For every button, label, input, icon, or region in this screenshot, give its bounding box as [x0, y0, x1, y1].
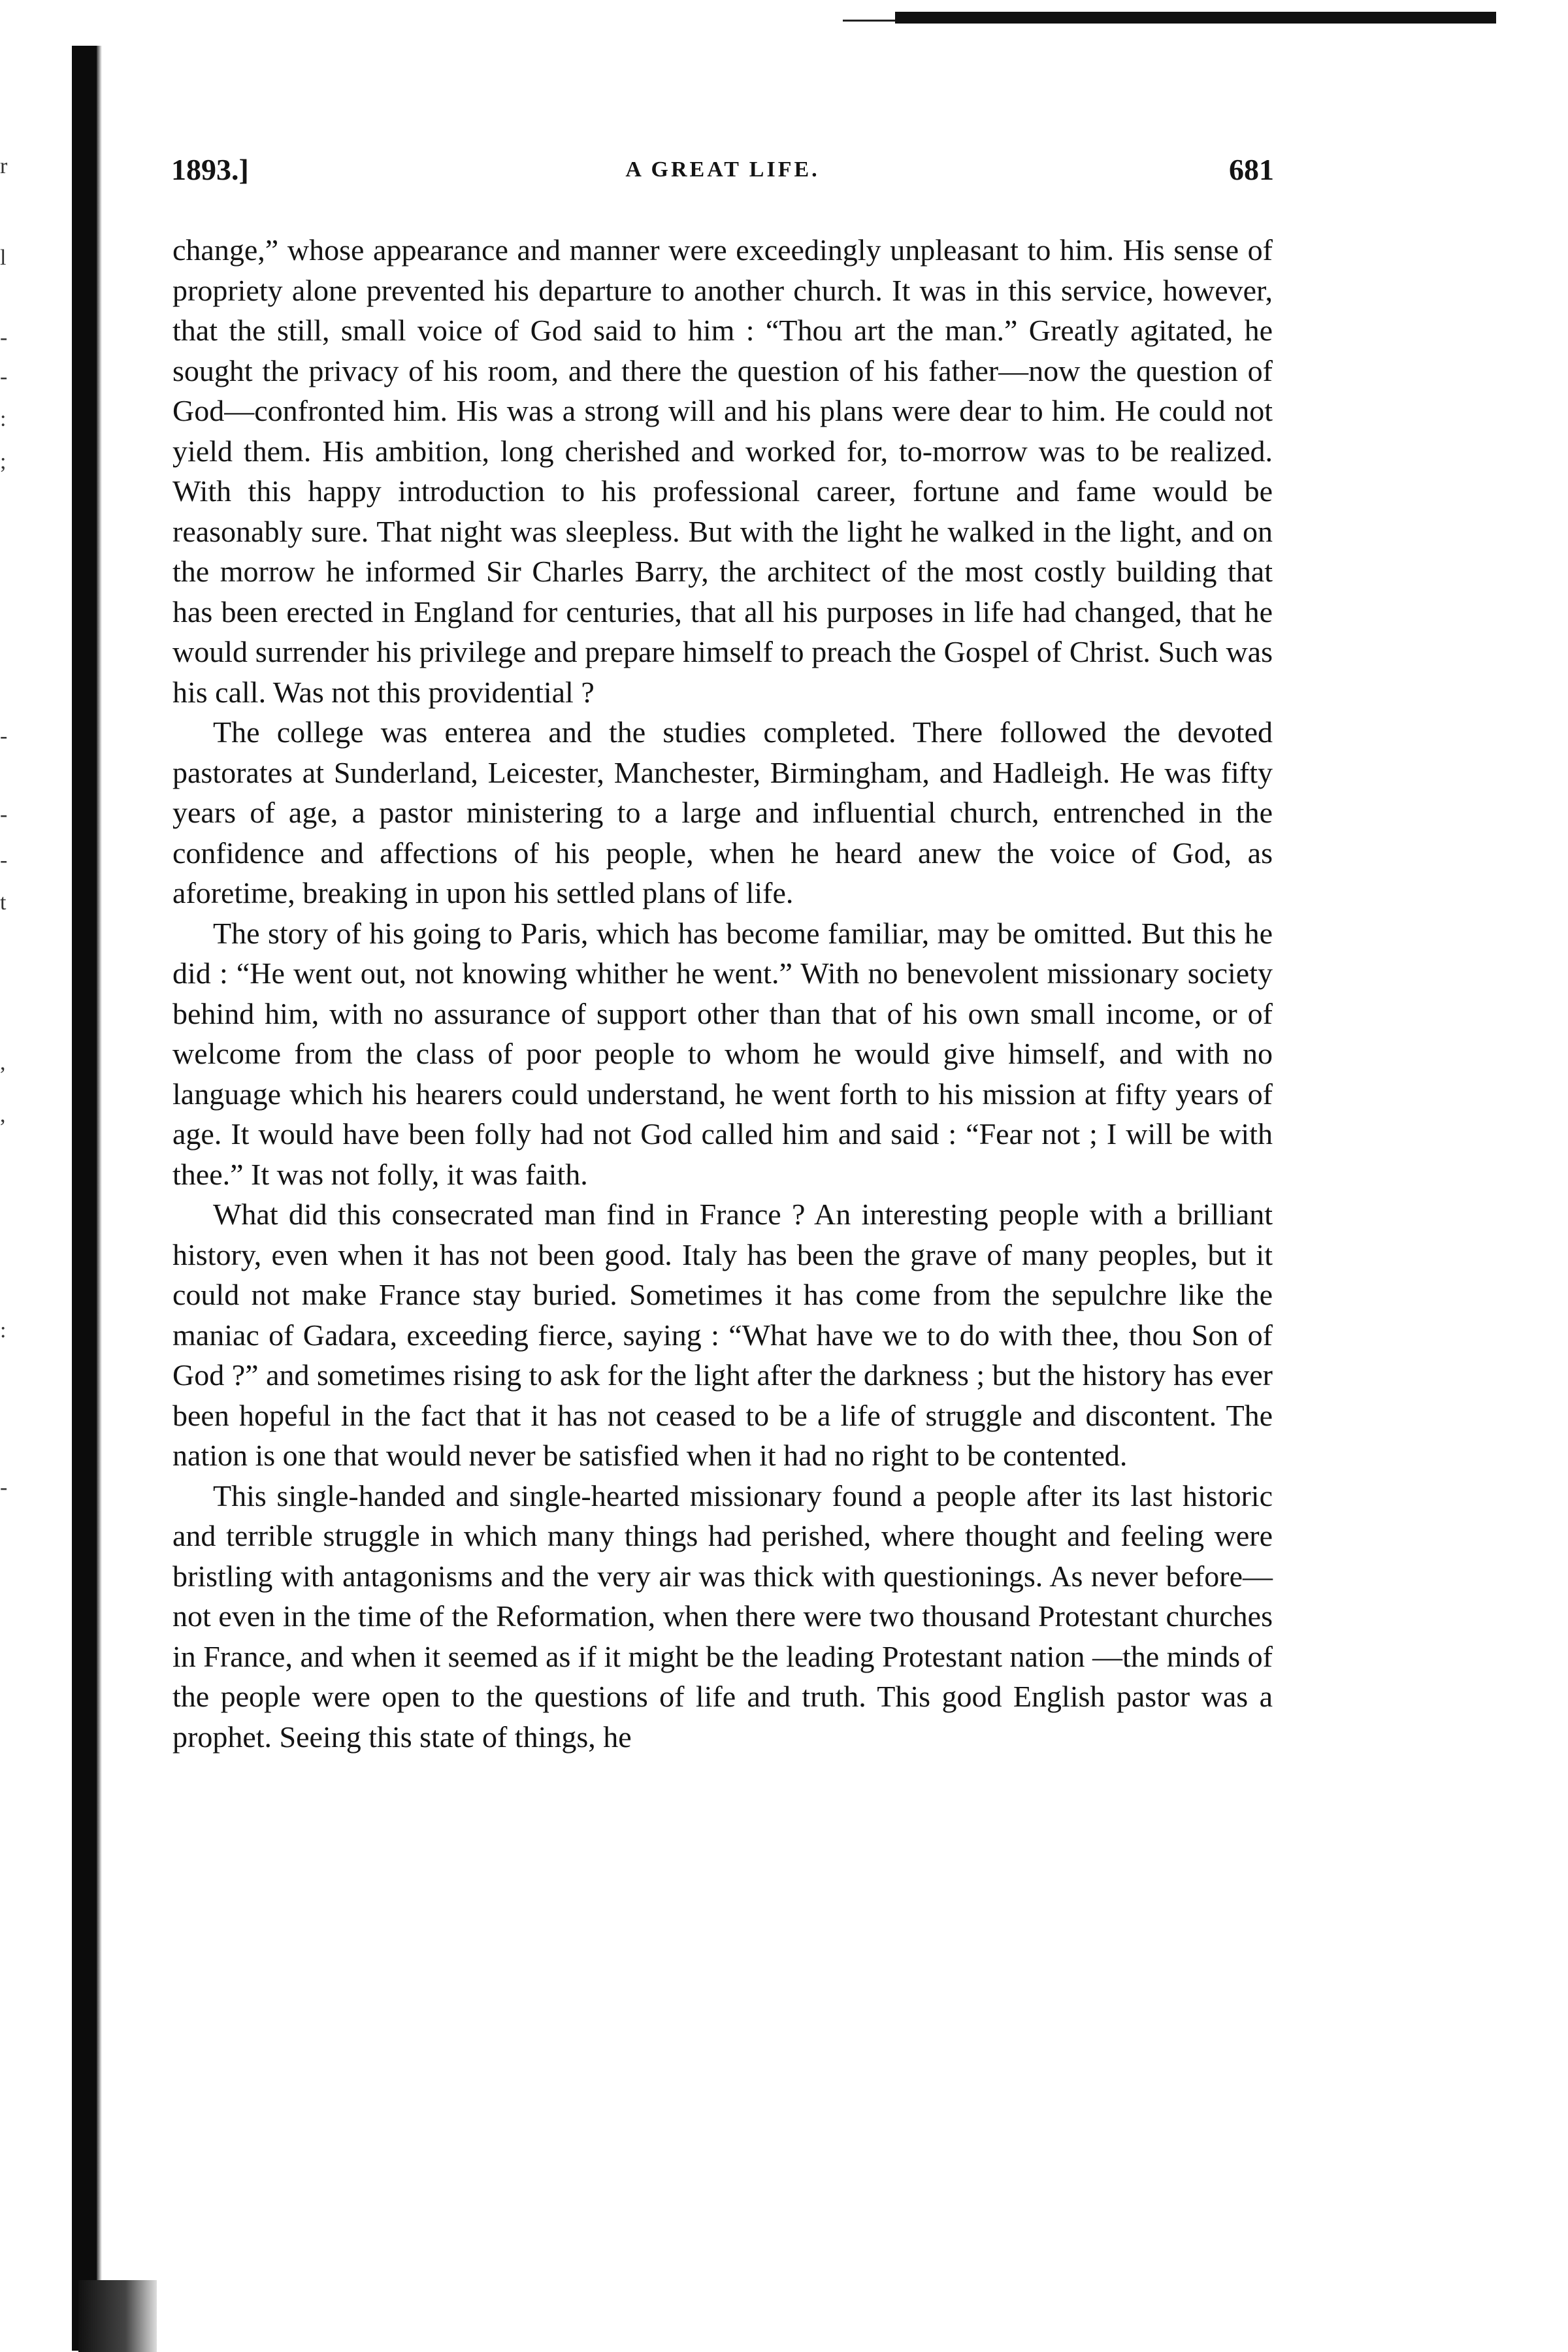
margin-mark: - [0, 1475, 8, 1499]
margin-mark: ; [0, 449, 7, 474]
margin-mark: - [0, 848, 8, 872]
paragraph: The story of his going to Paris, which has become familiar, may be omitted. But this he did : “He went out, not knowing whither he went.” With no benevolent missionary society behind him, with no assurance of support other than that of his own small income, or of welcome from the class of poor people to whom he would give himself, and with no language which his hearers could understand, he went forth to his mission at fifty years of age. It would have been folly had not God called him and said : “Fear not ; I will be with thee.” It was not folly, it was faith. [172, 916, 1273, 1191]
page-number: 681 [1229, 153, 1274, 186]
binding-edge [97, 46, 102, 2351]
margin-mark: : [0, 1318, 7, 1343]
margin-mark: - [0, 724, 8, 748]
paragraph: What did this consecrated man find in France ? An interesting people with a brilliant history, even when it has not been good. Italy has been the grave of many peoples, but it could not make France stay buried. Sometimes it has come from the sepulchre like the maniac of Gadara, exceeding fierce, saying : “What have we to do with thee, thou Son of God ?” and sometimes rising to ask for the light after the darkness ; but the history has ever been hopeful in the fact that it has not ceased to be a life of struggle and discontent. The nation is one that would never be satisfied when it had no right to be contented. [172, 1198, 1273, 1472]
margin-mark: - [0, 802, 8, 826]
header-title: A GREAT LIFE. [625, 157, 820, 182]
margin-mark: - [0, 365, 8, 389]
binding-shadow [72, 46, 99, 2351]
paragraph: The college was enterea and the studies completed. There followed the devoted pastorates at Sunderland, Leicester, Manchester, Birmingham, and Hadleigh. He was fifty years of age, a pastor ministering to a large and influential church, entrenched in the confidence and affections of his people, when he heard anew the voice of God, as aforetime, breaking in upon his settled plans of life. [172, 715, 1273, 909]
margin-mark: , [0, 1103, 6, 1127]
left-margin-marks [0, 0, 52, 2351]
margin-mark: t [0, 890, 7, 915]
top-rule-thin [843, 20, 902, 22]
margin-mark: l [0, 246, 7, 270]
top-rule [895, 12, 1496, 24]
paragraph: This single-handed and single-hearted missionary found a people after its last historic and terrible struggle in which many things had perished, where thought and feeling were bristling with antagonisms and the very air was thick with questionings. As never before—not even in the time of the Reformation, when there were two thousand Protestant churches in France, and when it seemed as if it might be the leading Protestant nation —the minds of the people were open to the questions of life and truth. This good English pastor was a prophet. Seeing this state of things, he [172, 1478, 1273, 1754]
margin-mark: : [0, 407, 7, 431]
body-text [172, 230, 1273, 1757]
margin-mark: r [0, 154, 8, 178]
margin-mark: , [0, 1051, 6, 1075]
margin-mark: - [0, 325, 8, 350]
paragraph: change,” whose appearance and manner were exceedingly unpleasant to him. His sense of propriety alone prevented his departure to another church. It was in this service, however, that the still, small voice of God said to him : “Thou art the man.” Greatly agitated, he sought the privacy of his room, and there the question of his father—now the question of God—confronted him. His was a strong will and his plans were dear to him. He could not yield them. His ambition, long cherished and worked for, to-morrow was to be realized. With this happy introduction to his professional career, fortune and fame would be reasonably sure. That night was sleepless. But with the light he walked in the light, and on the morrow he informed Sir Charles Barry, the architect of the most costly building that has been erected in England for centuries, that all his purposes in life had changed, that he would surrender his privilege and prepare himself to preach the Gospel of Christ. Such was his call. Was not this providential ? [172, 233, 1273, 709]
running-header [171, 150, 1274, 189]
binding-foot-shadow [78, 2280, 157, 2352]
header-year: 1893.] [171, 153, 249, 186]
